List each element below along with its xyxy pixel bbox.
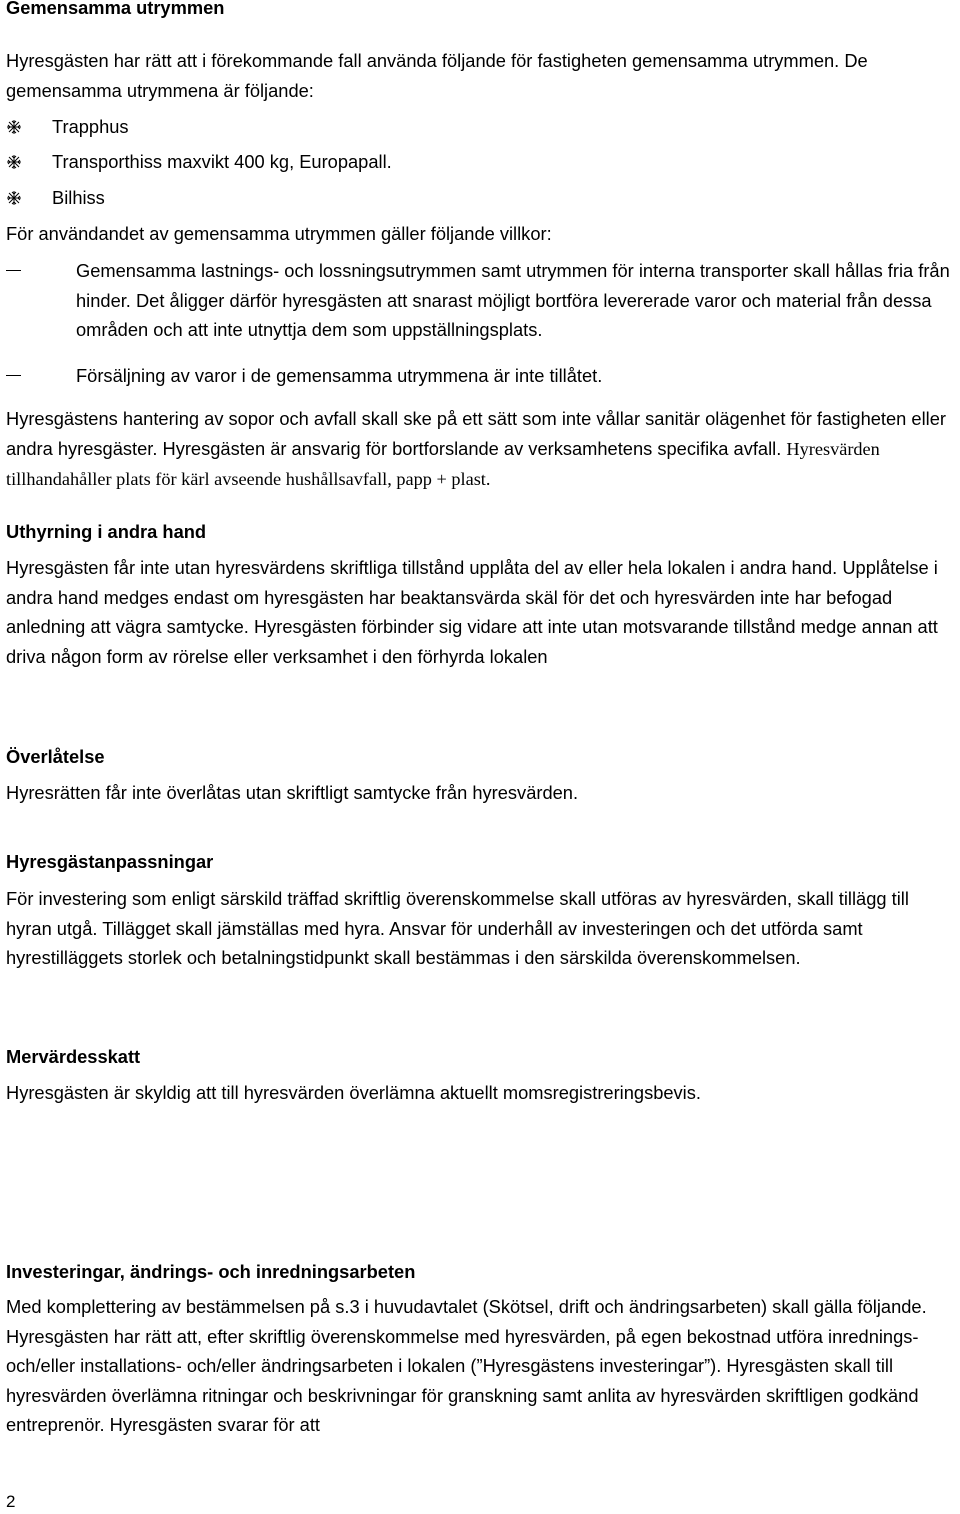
paragraph-uthyrning: Hyresgästen får inte utan hyresvärdens skriftliga tillstånd upplåta del av eller hela lokalen i andra hand. Upplåtelse i andra hand medges endast om hyresgästen har beaktansvärda skäl för det och hyresvärden inte har befogad anledning att vägra samtycke. Hyresgästen förbinder sig vidare att inte utan motsvarande tillstånd medge annan att driva någon form av rörelse eller verksamhet i den förhyrda lokalen xyxy=(6,557,938,667)
space-label: Bilhiss xyxy=(52,187,105,208)
snowflake-bullet-icon xyxy=(6,119,22,135)
space-label: Transporthiss maxvikt 400 kg, Europapall. xyxy=(52,151,392,172)
heading-uthyrning: Uthyrning i andra hand xyxy=(6,521,207,542)
dash-bullet-icon xyxy=(6,270,21,271)
paragraph-investeringar: Med komplettering av bestämmelsen på s.3 i huvudavtalet (Skötsel, drift och ändringsarbeten) skall gälla följande. Hyresgästen har rätt att, efter skriftlig överenskommelse med hyresvärden, på egen bekostnad utföra inrednings- och/eller installations- och/eller ändringsarbeten i lokalen (”Hyresgästens investeringar”). Hyresgästen skall till hyresvärden överlämna ritningar och beskrivningar för granskning samt anlita av hyresvärden skriftligen godkänd entreprenör. Hyresgästen svarar för att xyxy=(6,1296,927,1436)
page-number: 2 xyxy=(6,1492,16,1511)
dash-bullet-icon xyxy=(6,375,21,376)
paragraph-overlatelse: Hyresrätten får inte överlåtas utan skriftligt samtycke från hyresvärden. xyxy=(6,782,579,803)
heading-gemensamma-utrymmen: Gemensamma utrymmen xyxy=(6,0,225,18)
paragraph-gemensamma-intro: Hyresgästen har rätt att i förekommande fall använda följande för fastigheten gemensamma utrymmen. De gemensamma utrymmena är följande: xyxy=(6,50,868,101)
waste-text: Hyresgästens hantering av sopor och avfall skall ske på ett sätt som inte vållar sanitär olägenhet för fastigheten eller andra hyresgäster. Hyresgästen är ansvarig för bortforslande av verksamhetens specifika avfall. xyxy=(6,408,946,459)
space-label: Trapphus xyxy=(52,116,129,137)
snowflake-bullet-icon xyxy=(6,190,22,206)
snowflake-bullet-icon xyxy=(6,154,22,170)
heading-hyresgastanpassningar: Hyresgästanpassningar xyxy=(6,851,214,872)
list-item-space xyxy=(6,183,956,213)
list-item-space xyxy=(6,112,956,142)
waste-note-text: Hyresvärden tillhandahåller plats för kärl avseende hushållsavfall, papp + plast. xyxy=(6,438,880,490)
paragraph-mervardesskatt: Hyresgästen är skyldig att till hyresvärden överlämna aktuellt momsregistreringsbevis. xyxy=(6,1082,701,1103)
paragraph-waste xyxy=(6,404,956,495)
paragraph-conditions-intro: För användandet av gemensamma utrymmen gäller följande villkor: xyxy=(6,223,552,244)
list-item-space xyxy=(6,147,956,177)
paragraph-hyresgastanpassningar: För investering som enligt särskild träffad skriftlig överenskommelse skall utföras av hyresvärden, skall tillägg till hyran utgå. Tillägget skall jämställas med hyra. Ansvar för underhåll av investeringen och det utförda samt hyrestilläggets storlek och betalningstidpunkt skall bestämmas i den särskilda överenskommelsen. xyxy=(6,888,909,969)
heading-mervardesskatt: Mervärdesskatt xyxy=(6,1046,141,1067)
condition-text: Gemensamma lastnings- och lossningsutrymmen samt utrymmen för interna transporter skall hållas fria från hinder. Det åligger därför hyresgästen att snarast möjligt bortföra levererade varor och material från dessa områden och att inte utnyttja dem som uppställningsplats. xyxy=(76,260,950,341)
condition-text: Försäljning av varor i de gemensamma utrymmena är inte tillåtet. xyxy=(76,365,603,386)
heading-investeringar: Investeringar, ändrings- och inredningsarbeten xyxy=(6,1261,416,1282)
heading-overlatelse: Överlåtelse xyxy=(6,746,105,767)
